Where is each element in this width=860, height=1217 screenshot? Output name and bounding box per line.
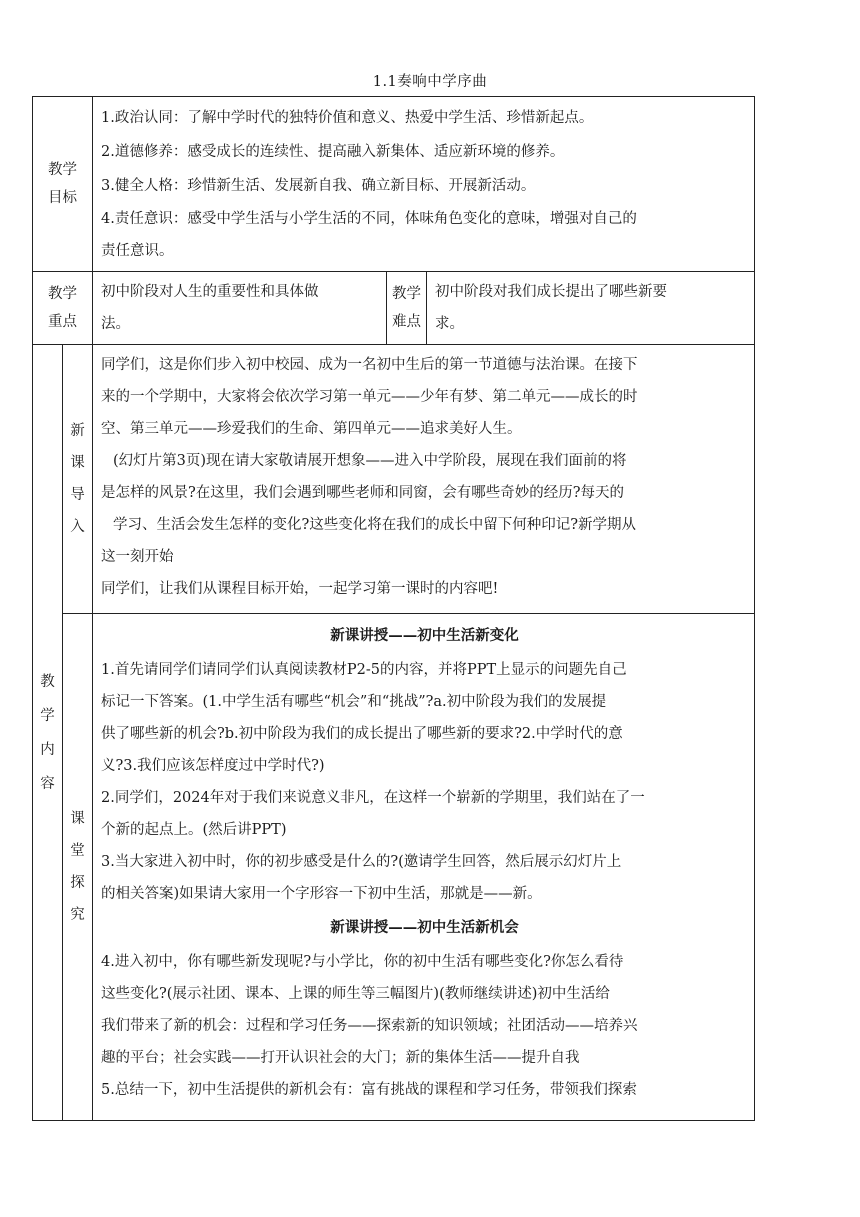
explore-block-1-line-1: 1.首先请同学们请同学们认真阅读教材P2-5的内容，并将PPT上显示的问题先自己 — [101, 662, 627, 678]
explore-row — [33, 614, 755, 1121]
content-label-char-1: 教 — [40, 673, 55, 690]
explore-content — [93, 614, 755, 1121]
explore-label-char-4: 究 — [70, 907, 85, 923]
explore-block-3-line-1: 3.当大家进入初中时，你的初步感受是什么的?(邀请学生回答，然后展示幻灯片上 — [101, 854, 622, 870]
intro-label-char-2: 课 — [70, 455, 85, 471]
intro-label-char-4: 入 — [70, 519, 85, 535]
key-points-label-line-1: 教学 — [48, 286, 77, 302]
goal-item-1: 1.政治认同：了解中学时代的独特价值和意义、热爱中学生活、珍惜新起点。 — [101, 110, 594, 126]
goals-label-line-1: 教学 — [48, 162, 77, 178]
intro-row — [33, 345, 755, 614]
key-points-label — [33, 272, 93, 345]
difficulty-content — [427, 272, 755, 345]
key-points-line-2: 法。 — [101, 316, 130, 332]
explore-block-3 — [101, 846, 748, 910]
goals-label — [33, 97, 93, 272]
content-label-char-3: 内 — [40, 741, 55, 758]
lesson-plan-table — [32, 96, 755, 1121]
difficulty-line-2: 求。 — [435, 316, 464, 332]
page-title: 1.1奏响中学序曲 — [372, 74, 488, 90]
goal-item-2: 2.道德修养：感受成长的连续性、提高融入新集体、适应新环境的修养。 — [101, 144, 565, 160]
intro-line-7: 这一刻开始 — [101, 549, 174, 565]
goals-label-line-2: 目标 — [48, 190, 77, 206]
intro-label — [63, 345, 93, 614]
key-points-label-line-2: 重点 — [48, 314, 77, 330]
explore-block-5-line-1: 5.总结一下，初中生活提供的新机会有：富有挑战的课程和学习任务，带领我们探索 — [101, 1082, 637, 1098]
explore-block-4-line-4: 趣的平台；社会实践——打开认识社会的大门；新的集体生活——提升自我 — [101, 1050, 580, 1066]
intro-line-5: 是怎样的风景?在这里，我们会遇到哪些老师和同窗，会有哪些奇妙的经历?每天的 — [101, 485, 625, 501]
intro-line-8: 同学们，让我们从课程目标开始，一起学习第一课时的内容吧! — [101, 581, 499, 597]
intro-line-2: 来的一个学期中，大家将会依次学习第一单元——少年有梦、第二单元——成长的时 — [101, 389, 638, 405]
content-label — [33, 345, 63, 1121]
goal-item-3: 3.健全人格：珍惜新生活、发展新自我、确立新目标、开展新活动。 — [101, 178, 536, 194]
intro-content — [93, 345, 755, 614]
content-label-char-4: 容 — [40, 775, 55, 792]
explore-block-3-line-2: 的相关答案)如果请大家用一个字形容一下初中生活，那就是——新。 — [101, 886, 542, 902]
intro-label-char-3: 导 — [70, 487, 85, 503]
difficulty-label-line-1: 教学 — [392, 286, 421, 302]
explore-block-4-line-3: 我们带来了新的机会：过程和学习任务——探索新的知识领域；社团活动——培养兴 — [101, 1018, 638, 1034]
difficulty-line-1: 初中阶段对我们成长提出了哪些新要 — [435, 284, 667, 300]
explore-block-1-line-3: 供了哪些新的机会?b.初中阶段为我们的成长提出了哪些新的要求?2.中学时代的意 — [101, 726, 623, 742]
explore-block-1-line-2: 标记一下答案。(1.中学生活有哪些“机会”和“挑战”?a.初中阶段为我们的发展提 — [101, 694, 607, 710]
explore-label — [63, 614, 93, 1121]
explore-label-char-2: 堂 — [70, 843, 85, 859]
explore-block-2-line-2: 个新的起点上。(然后讲PPT) — [101, 822, 287, 838]
section-heading-changes: 新课讲授——初中生活新变化 — [330, 627, 519, 644]
intro-line-6: 学习、生活会发生怎样的变化?这些变化将在我们的成长中留下何种印记?新学期从 — [113, 517, 637, 533]
explore-block-2-line-1: 2.同学们，2024年对于我们来说意义非凡，在这样一个崭新的学期里，我们站在了一 — [101, 790, 645, 806]
section-heading-opportunities: 新课讲授——初中生活新机会 — [330, 919, 519, 936]
intro-line-4: (幻灯片第3页)现在请大家敬请展开想象——进入中学阶段，展现在我们面前的将 — [113, 453, 627, 469]
explore-block-5 — [101, 1074, 748, 1106]
goals-content — [93, 97, 755, 272]
goals-row — [33, 97, 755, 272]
difficulty-label-line-2: 难点 — [392, 314, 421, 330]
intro-label-char-1: 新 — [70, 423, 85, 439]
goal-item-4 — [101, 203, 748, 267]
intro-line-1: 同学们，这是你们步入初中校园、成为一名初中生后的第一节道德与法治课。在接下 — [101, 357, 638, 373]
explore-label-char-3: 探 — [70, 875, 85, 891]
explore-block-4-line-1: 4.进入初中，你有哪些新发现呢?与小学比，你的初中生活有哪些变化?你怎么看待 — [101, 954, 624, 970]
explore-block-1 — [101, 654, 748, 782]
explore-block-4-line-2: 这些变化?(展示社团、课本、上课的师生等三幅图片)(教师继续讲述)初中生活给 — [101, 986, 610, 1002]
key-points-line-1: 初中阶段对人生的重要性和具体做 — [101, 284, 319, 300]
goal-item-4-line-1: 4.责任意识：感受中学生活与小学生活的不同，体味角色变化的意味，增强对自己的 — [101, 211, 637, 227]
intro-line-3: 空、第三单元——珍爱我们的生命、第四单元——追求美好人生。 — [101, 421, 522, 437]
explore-block-4 — [101, 946, 748, 1074]
difficulty-label — [387, 272, 427, 345]
explore-label-char-1: 课 — [70, 811, 85, 827]
content-label-char-2: 学 — [40, 707, 55, 724]
goal-item-4-line-2: 责任意识。 — [101, 243, 174, 259]
key-points-content — [93, 272, 387, 345]
key-points-row — [33, 272, 755, 345]
explore-block-2 — [101, 782, 748, 846]
explore-block-1-line-4: 义?3.我们应该怎样度过中学时代?) — [101, 758, 325, 774]
